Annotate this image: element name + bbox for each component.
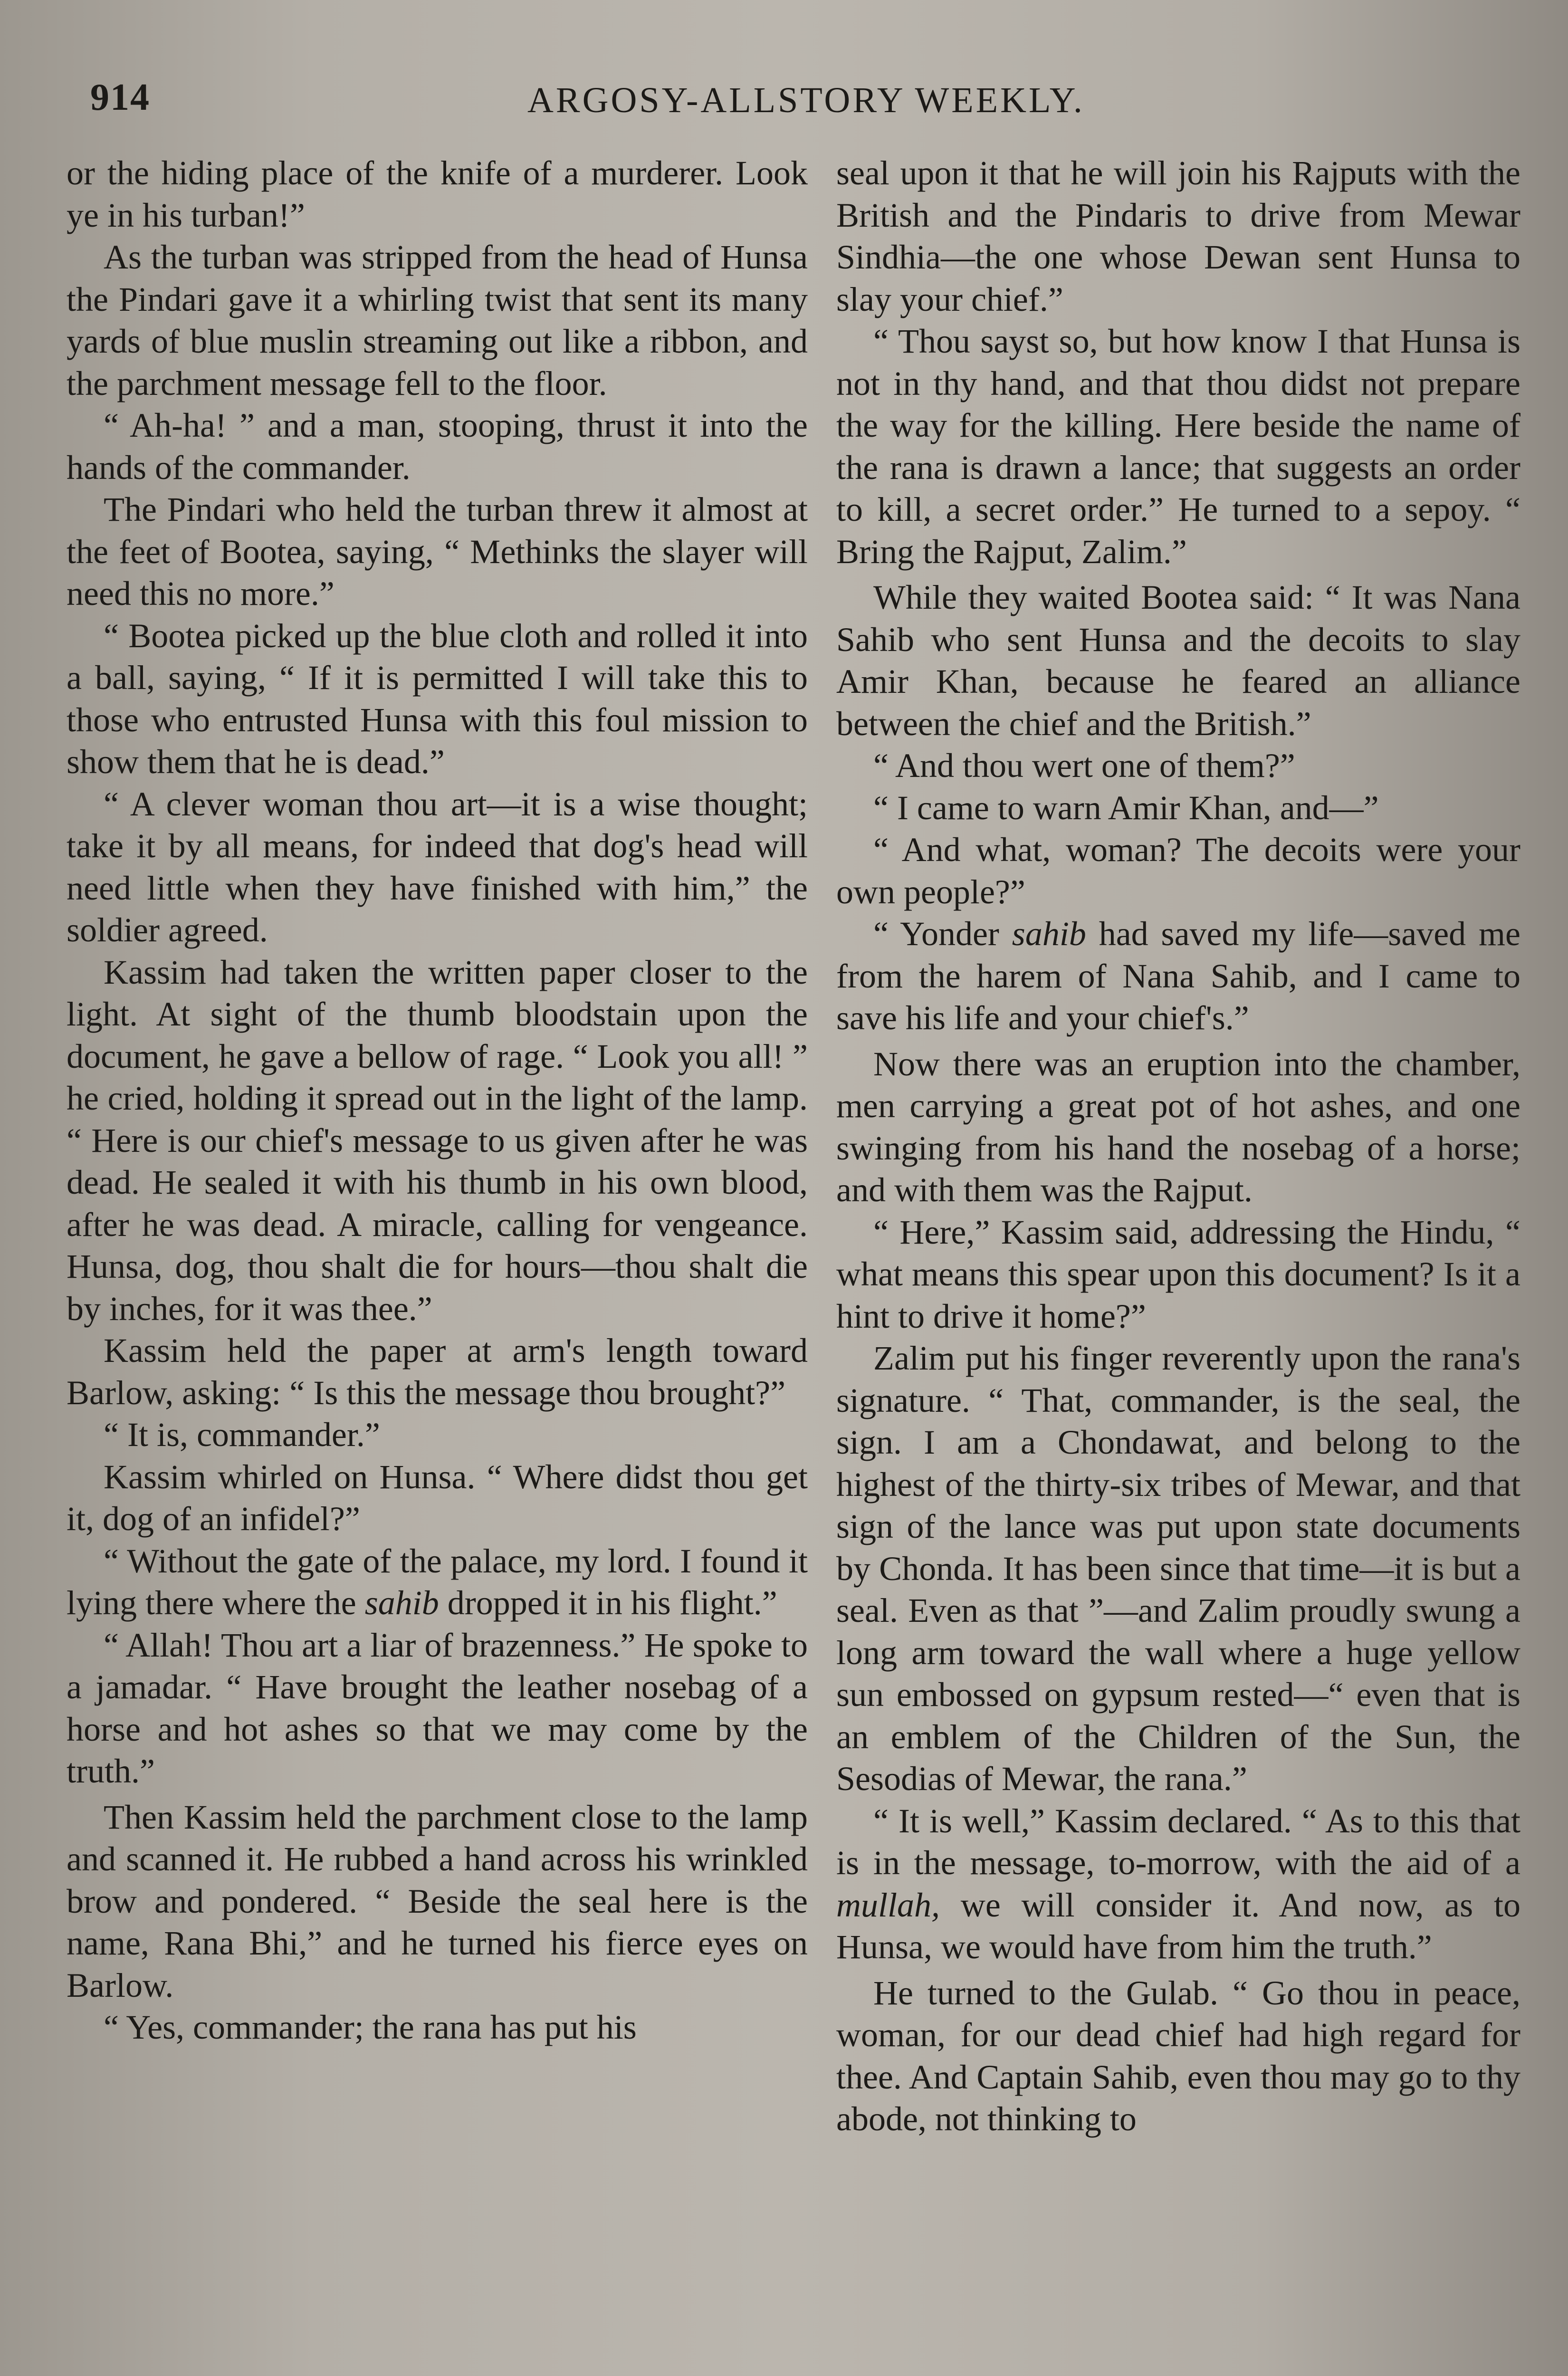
paragraph: While they waited Bootea said: “ It was Nana Sahib who sent Hunsa and the decoits to slay Amir Khan, because he feared an alliance between the chief and the British.” — [836, 578, 1520, 743]
left-column — [67, 152, 808, 2376]
paragraph: He turned to the Gulab. “ Go thou in peace, woman, for our dead chief had high regard for thee. And Captain Sahib, even thou may go to thy abode, not thinking to — [836, 1974, 1520, 2138]
paragraph — [836, 913, 1520, 1039]
paragraph: Kassim whirled on Hunsa. “ Where didst thou get it, dog of an infidel?” — [67, 1457, 808, 1538]
paragraph: or the hiding place of the knife of a murderer. Look ye in his turban!” — [67, 154, 808, 234]
paragraph: “ It is, commander.” — [104, 1416, 380, 1454]
paragraph: seal upon it that he will join his Rajputs with the British and the Pindaris to drive from Mewar Sindhia—the one whose Dewan sent Hunsa to slay your chief.” — [836, 154, 1520, 318]
paragraph: “ Here,” Kassim said, addressing the Hindu, “ what means this spear upon this document? Is it a hint to drive it home?” — [836, 1213, 1520, 1335]
running-title: ARGOSY-ALLSTORY WEEKLY. — [527, 80, 1085, 120]
italic-word: sahib — [1012, 915, 1086, 953]
paragraph: “ And what, woman? The decoits were your own people?” — [836, 831, 1520, 911]
text-run: “ Yonder — [873, 915, 1012, 953]
text-run: had saved my life—saved me from the harem of Nana Sahib, and I came to save his life and your chief's.” — [836, 915, 1520, 1037]
paragraph: As the turban was stripped from the head of Hunsa the Pindari gave it a whirling twist that sent its many yards of blue muslin streaming out like a ribbon, and the parchment message fell to the floor. — [67, 238, 808, 402]
paragraph: “ Ah-ha! ” and a man, stooping, thrust it into the hands of the commander. — [67, 406, 808, 487]
text-run: “ Without the gate of the palace, my lord. I found it lying there where the — [67, 1542, 808, 1622]
right-column — [836, 152, 1520, 2376]
paragraph — [836, 1800, 1520, 1968]
italic-word: mullah, — [836, 1886, 940, 1924]
paragraph: Now there was an eruption into the chamber, men carrying a great pot of hot ashes, and one swinging from his hand the nosebag of a horse; and with them was the Rajput. — [836, 1044, 1520, 1209]
paragraph: Kassim had taken the written paper closer to the light. At sight of the thumb bloodstain upon the document, he gave a bellow of rage. “ Look you all! ” he cried, holding it spread out in the light of the lamp. “ Here is our chief's message to us given after he was dead. He sealed it with his thumb in his own blood, after he was dead. A miracle, calling for vengeance. Hunsa, dog, thou shalt die for hours—thou shalt die by inches, for it was thee.” — [67, 953, 808, 1328]
paragraph: The Pindari who held the turban threw it almost at the feet of Bootea, saying, “ Methinks the slayer will need this no more.” — [67, 490, 808, 613]
paragraph: Zalim put his finger reverently upon the rana's signature. “ That, commander, is the seal, the sign. I am a Chondawat, and belong to the highest of the thirty-six tribes of Mewar, and that sign of the lance was put upon state documents by Chonda. It has been since that time—it is but a seal. Even as that ”—and Zalim proudly swung a long arm toward the wall where a huge yellow sun embossed on gypsum rested—“ even that is an emblem of the Children of the Sun, the Sesodias of Mewar, the rana.” — [836, 1339, 1520, 1798]
paragraph: “ A clever woman thou art—it is a wise thought; take it by all means, for indeed that dog's head will need little when they have finished with him,” the soldier agreed. — [67, 785, 808, 949]
text-run: we will consider it. And now, as to Hunsa, we would have from him the truth.” — [836, 1886, 1520, 1966]
text-run: “ It is well,” Kassim declared. “ As to this that is in the message, to-morrow, with the aid of a — [836, 1801, 1520, 1882]
paragraph: “ Yes, commander; the rana has put his — [104, 2008, 637, 2046]
paragraph: “ Thou sayst so, but how know I that Hunsa is not in thy hand, and that thou didst not prepare the way for the killing. Here beside the name of the rana is drawn a lance; that suggests an order to kill, a secret order.” He turned to a sepoy. “ Bring the Rajput, Zalim.” — [836, 322, 1520, 571]
paragraph: “ And thou wert one of them?” — [873, 747, 1295, 785]
paragraph — [67, 1540, 808, 1624]
page-header — [71, 71, 1506, 133]
page-number: 914 — [90, 77, 150, 118]
paragraph: “ Bootea picked up the blue cloth and rolled it into a ball, saying, “ If it is permitted I will take this to those who entrusted Hunsa with this foul mission to show them that he is dead.” — [67, 616, 808, 781]
text-run: dropped it in his flight.” — [439, 1584, 777, 1622]
italic-word: sahib — [364, 1584, 439, 1622]
paragraph: Kassim held the paper at arm's length toward Barlow, asking: “ Is this the message thou brought?” — [67, 1332, 808, 1412]
paragraph: “ I came to warn Amir Khan, and—” — [873, 788, 1379, 827]
paragraph: Then Kassim held the parchment close to the lamp and scanned it. He rubbed a hand across his wrinkled brow and pondered. “ Beside the seal here is the name, Rana Bhi,” and he turned his fierce eyes on Barlow. — [67, 1798, 808, 2004]
paragraph: “ Allah! Thou art a liar of brazenness.” He spoke to a jamadar. “ Have brought the leather nosebag of a horse and hot ashes so that we may come by the truth.” — [67, 1626, 808, 1790]
